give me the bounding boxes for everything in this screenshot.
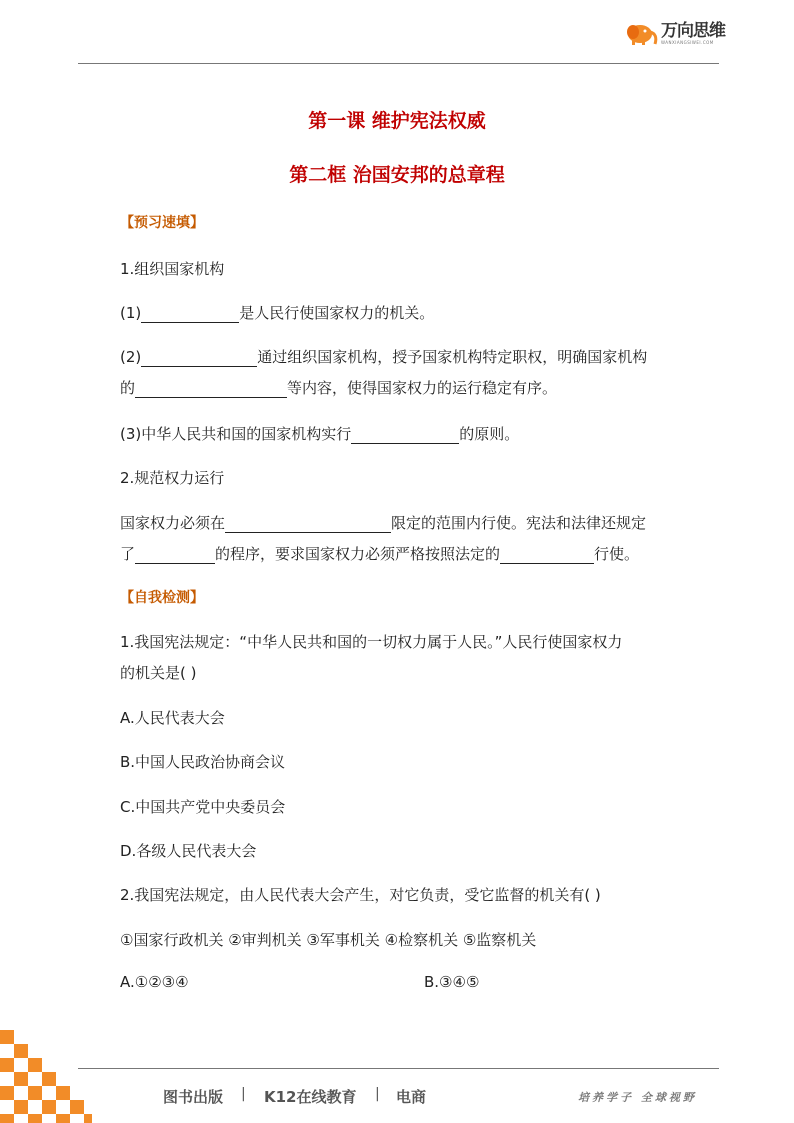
header-rule	[78, 63, 719, 64]
question-1-line-2: 的机关是( )	[120, 664, 197, 682]
fill-blank[interactable]	[135, 548, 215, 564]
r1-suffix: 限定的范围内行使。宪法和法律还规定	[391, 514, 647, 532]
fill-blank[interactable]	[141, 307, 239, 323]
elephant-logo-icon	[625, 22, 659, 46]
footer-slogan: 培养学子 全球视野	[578, 1091, 697, 1104]
q1-suffix: 是人民行使国家权力的机关。	[239, 304, 435, 322]
section-heading-preview: 【预习速填】	[120, 215, 204, 231]
r2-middle: 的程序，要求国家权力必须严格按照法定的	[215, 545, 501, 563]
brand-logo	[625, 22, 725, 46]
regulate-line-1	[120, 512, 646, 533]
regulate-line-2	[120, 543, 639, 564]
question-1-option-a: A.人民代表大会	[120, 709, 225, 727]
preview-question-2	[120, 346, 647, 367]
question-2-items: ①国家行政机关 ②审判机关 ③军事机关 ④检察机关 ⑤监察机关	[120, 931, 537, 949]
fill-blank[interactable]	[135, 382, 287, 398]
question-1-option-d: D.各级人民代表大会	[120, 842, 257, 860]
r2-prefix: 了	[120, 545, 136, 563]
q3-prefix: (3)中华人民共和国的国家机构实行	[120, 425, 352, 443]
question-2-option-b: B.③④⑤	[424, 973, 480, 991]
question-1-option-b: B.中国人民政治协商会议	[120, 753, 286, 771]
preview-question-3	[120, 423, 519, 444]
fill-blank[interactable]	[225, 517, 391, 533]
footer-rule	[78, 1068, 719, 1069]
lesson-title: 第一课 维护宪法权威	[308, 110, 486, 132]
q2-line2-prefix: 的	[120, 379, 136, 397]
fill-blank[interactable]	[141, 351, 257, 367]
preview-question-1	[120, 302, 434, 323]
footer-item-k12: K12在线教育	[264, 1088, 357, 1106]
q2-prefix: (2)	[120, 348, 142, 366]
q3-suffix: 的原则。	[459, 425, 520, 443]
q2-suffix: 通过组织国家机构，授予国家机构特定职权，明确国家机构	[257, 348, 648, 366]
preview-item-2: 2.规范权力运行	[120, 469, 225, 487]
preview-item-1: 1.组织国家机构	[120, 260, 225, 278]
r1-prefix: 国家权力必须在	[120, 514, 226, 532]
footer-item-books: 图书出版	[163, 1088, 224, 1106]
q1-prefix: (1)	[120, 304, 142, 322]
logo-subtext: WANXIANGSIWEI.COM	[661, 39, 714, 45]
question-1-option-c: C.中国共产党中央委员会	[120, 798, 286, 816]
question-2-line-1: 2.我国宪法规定，由人民代表大会产生，对它负责，受它监督的机关有( )	[120, 886, 601, 904]
fill-blank[interactable]	[351, 428, 459, 444]
frame-title: 第二框 治国安邦的总章程	[289, 164, 505, 186]
r2-suffix: 行使。	[594, 545, 640, 563]
footer-separator: |	[241, 1086, 246, 1102]
question-1-line-1: 1.我国宪法规定：“中华人民共和国的一切权力属于人民。”人民行使国家权力	[120, 633, 623, 651]
footer-item-ecommerce: 电商	[396, 1088, 427, 1106]
footer-separator: |	[375, 1086, 380, 1102]
question-2-option-a: A.①②③④	[120, 973, 189, 991]
preview-question-2-line2	[120, 377, 557, 398]
section-heading-selfcheck: 【自我检测】	[120, 590, 204, 606]
fill-blank[interactable]	[500, 548, 594, 564]
logo-text: 万向思维	[661, 20, 725, 41]
q2-line2-suffix: 等内容，使得国家权力的运行稳定有序。	[287, 379, 558, 397]
